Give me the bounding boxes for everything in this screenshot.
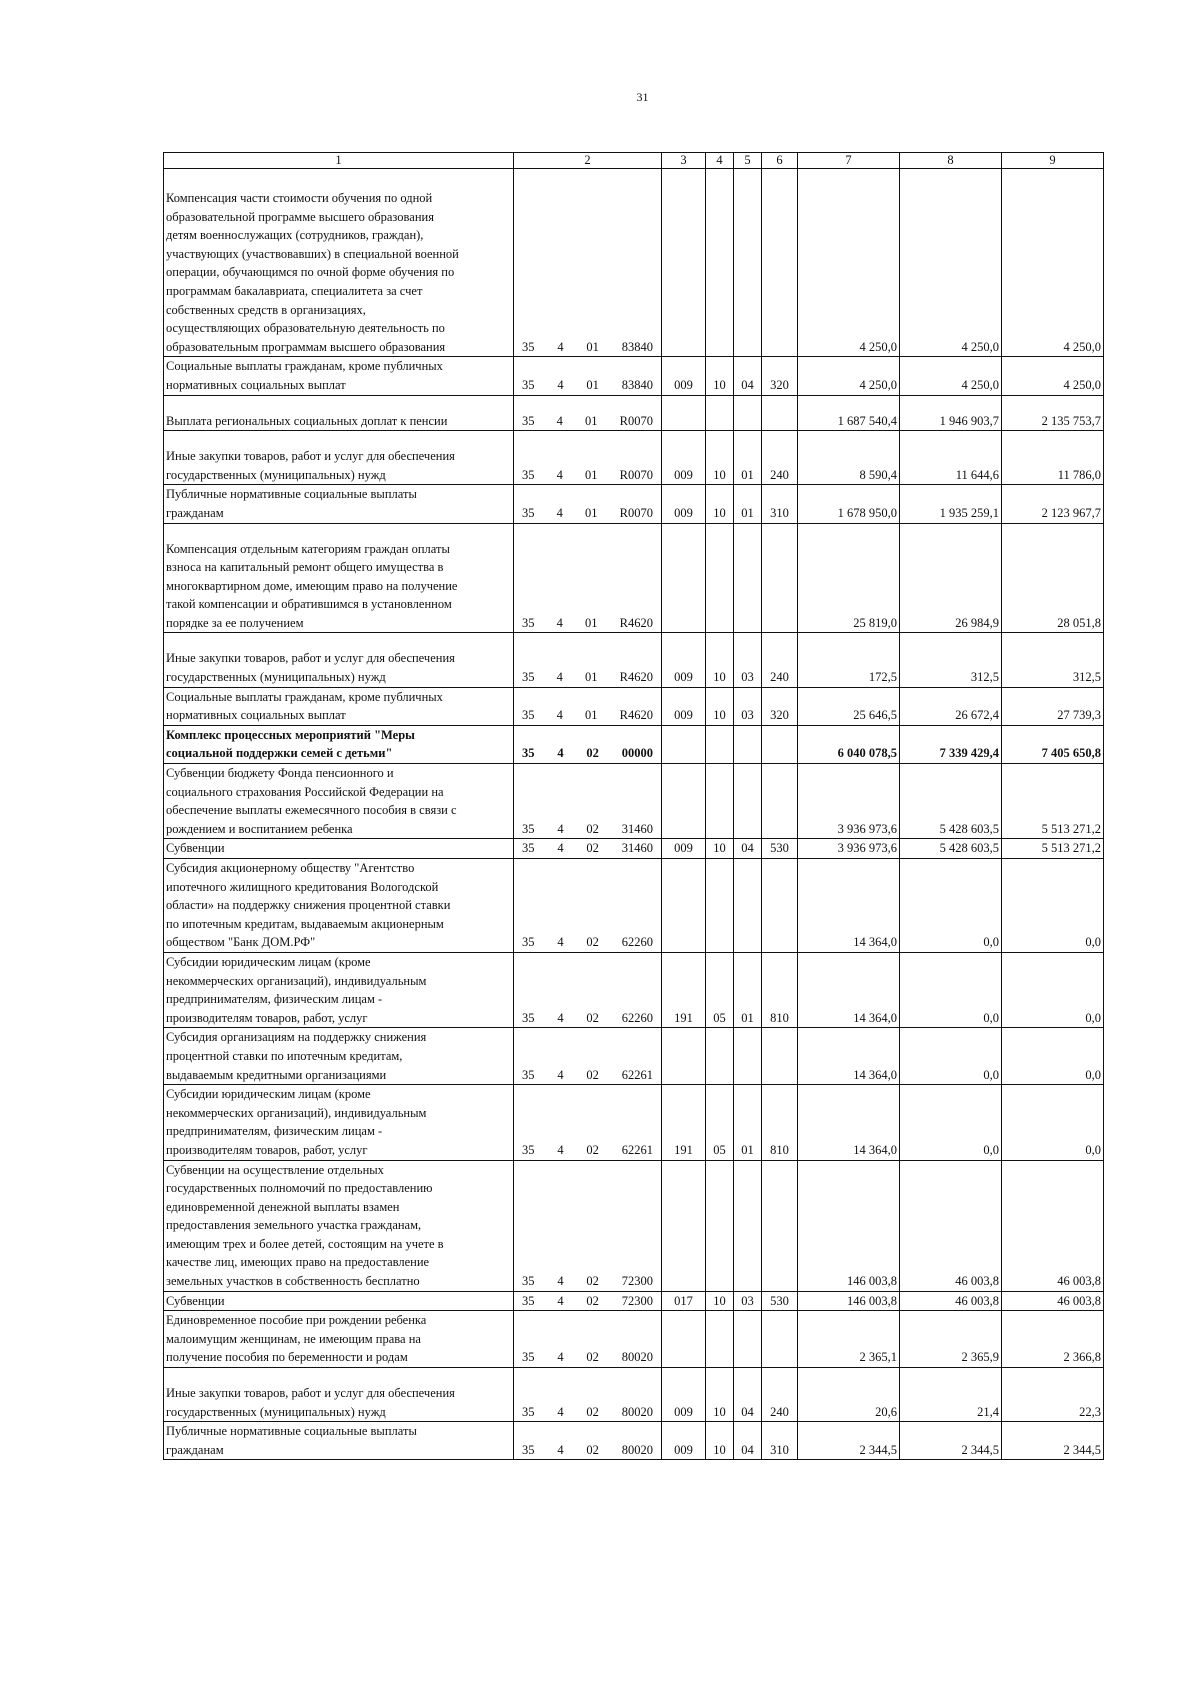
program-code — [514, 764, 662, 839]
table-row — [164, 859, 1104, 953]
col-3-code — [662, 859, 706, 953]
row-description: Субвенции — [164, 1291, 514, 1311]
code-part-p2: 4 — [557, 1010, 564, 1025]
code-part-p3: 02 — [586, 841, 599, 856]
code-part-p2: 4 — [557, 339, 564, 354]
code-part-p1: 35 — [522, 670, 535, 685]
col-3-code: 191 — [662, 952, 706, 1027]
code-part-p4: 62261 — [621, 1142, 653, 1157]
code-part-p2: 4 — [557, 1067, 564, 1082]
col-5-subsection: 03 — [734, 687, 762, 725]
program-code — [514, 357, 662, 395]
budget-table — [163, 152, 1104, 1460]
amount-col-7: 25 646,5 — [798, 687, 900, 725]
col-5-subsection: 04 — [734, 357, 762, 395]
col-5-subsection: 01 — [734, 1085, 762, 1160]
amount-col-7: 6 040 078,5 — [798, 725, 900, 763]
row-description: Субсидия организациям на поддержку снижения процентной ставки по ипотечным кредитам, выдаваемым кредитными организациями — [164, 1028, 514, 1085]
code-part-p2: 4 — [556, 708, 563, 723]
amount-col-8: 0,0 — [900, 1028, 1002, 1085]
code-part-p4: 62260 — [621, 1010, 653, 1025]
col-5-subsection — [734, 725, 762, 763]
col-4-section — [706, 1160, 734, 1291]
code-part-p2: 4 — [557, 1404, 564, 1419]
code-part-p3: 02 — [586, 1404, 599, 1419]
amount-col-9: 46 003,8 — [1002, 1160, 1104, 1291]
code-part-p3: 02 — [586, 935, 599, 950]
header-col-4: 4 — [706, 153, 734, 169]
header-col-9: 9 — [1002, 153, 1104, 169]
col-6-type: 240 — [762, 1368, 798, 1422]
amount-col-8: 2 344,5 — [900, 1422, 1002, 1460]
col-3-code — [662, 169, 706, 357]
amount-col-7: 3 936 973,6 — [798, 839, 900, 859]
code-part-p4: 62261 — [621, 1067, 653, 1082]
amount-col-9: 5 513 271,2 — [1002, 839, 1104, 859]
table-row — [164, 839, 1104, 859]
col-6-type — [762, 523, 798, 633]
row-description: Публичные нормативные социальные выплаты гражданам — [164, 485, 514, 523]
amount-col-7: 14 364,0 — [798, 1028, 900, 1085]
amount-col-8: 26 672,4 — [900, 687, 1002, 725]
col-5-subsection — [734, 1311, 762, 1368]
code-part-p4: R0070 — [619, 467, 653, 482]
col-4-section — [706, 859, 734, 953]
program-code — [514, 431, 662, 485]
code-part-p4: 31460 — [621, 821, 653, 836]
row-description: Социальные выплаты гражданам, кроме публичных нормативных социальных выплат — [164, 687, 514, 725]
col-5-subsection — [734, 523, 762, 633]
amount-col-7: 14 364,0 — [798, 859, 900, 953]
col-6-type — [762, 725, 798, 763]
col-4-section: 10 — [706, 633, 734, 687]
table-row — [164, 725, 1104, 763]
table-row — [164, 357, 1104, 395]
amount-col-7: 146 003,8 — [798, 1160, 900, 1291]
code-part-p2: 4 — [556, 505, 563, 520]
amount-col-7: 4 250,0 — [798, 169, 900, 357]
col-5-subsection: 04 — [734, 839, 762, 859]
col-4-section — [706, 1028, 734, 1085]
amount-col-9: 312,5 — [1002, 633, 1104, 687]
col-6-type — [762, 395, 798, 431]
header-col-3: 3 — [662, 153, 706, 169]
col-6-type: 320 — [762, 357, 798, 395]
code-part-p3: 02 — [586, 1350, 599, 1365]
code-part-p1: 35 — [522, 841, 535, 856]
amount-col-8: 0,0 — [900, 952, 1002, 1027]
code-part-p2: 4 — [557, 1350, 564, 1365]
amount-col-8: 0,0 — [900, 1085, 1002, 1160]
program-code — [514, 169, 662, 357]
program-code — [514, 687, 662, 725]
table-row — [164, 764, 1104, 839]
code-part-p4: R4620 — [619, 708, 653, 723]
amount-col-7: 1 687 540,4 — [798, 395, 900, 431]
col-6-type — [762, 1028, 798, 1085]
col-5-subsection — [734, 1160, 762, 1291]
table-row — [164, 633, 1104, 687]
header-col-7: 7 — [798, 153, 900, 169]
amount-col-8: 21,4 — [900, 1368, 1002, 1422]
code-part-p3: 02 — [586, 1142, 599, 1157]
amount-col-8: 5 428 603,5 — [900, 764, 1002, 839]
table-row — [164, 952, 1104, 1027]
amount-col-8: 26 984,9 — [900, 523, 1002, 633]
col-6-type — [762, 764, 798, 839]
col-3-code — [662, 523, 706, 633]
col-4-section: 10 — [706, 485, 734, 523]
row-description: Иные закупки товаров, работ и услуг для обеспечения государственных (муниципальных) нужд — [164, 431, 514, 485]
col-5-subsection — [734, 169, 762, 357]
table-row — [164, 1085, 1104, 1160]
program-code — [514, 1160, 662, 1291]
row-description: Компенсация части стоимости обучения по одной образовательной программе высшего образования детям военнослужащих (сотрудников, граждан), участвующих (участвовавших) в специальной военной операции, обучающимся по очной форме обучения по программам бакалавриата, специалитета за счет собственных средств в организациях, осуществляющих образовательную деятельность по образовательным программам высшего образования — [164, 169, 514, 357]
program-code — [514, 1291, 662, 1311]
program-code — [514, 1422, 662, 1460]
code-part-p1: 35 — [522, 467, 535, 482]
amount-col-9: 2 123 967,7 — [1002, 485, 1104, 523]
code-part-p1: 35 — [522, 1010, 535, 1025]
code-part-p1: 35 — [522, 1274, 535, 1289]
col-4-section: 05 — [706, 1085, 734, 1160]
table-row — [164, 1028, 1104, 1085]
header-col-6: 6 — [762, 153, 798, 169]
amount-col-8: 1 935 259,1 — [900, 485, 1002, 523]
code-part-p4: R4620 — [619, 670, 653, 685]
col-4-section: 10 — [706, 1368, 734, 1422]
row-description: Единовременное пособие при рождении ребенка малоимущим женщинам, не имеющим права на получение пособия по беременности и родам — [164, 1311, 514, 1368]
col-3-code — [662, 395, 706, 431]
amount-col-9: 46 003,8 — [1002, 1291, 1104, 1311]
program-code — [514, 523, 662, 633]
code-part-p1: 35 — [522, 1442, 535, 1457]
col-6-type: 310 — [762, 485, 798, 523]
col-4-section — [706, 169, 734, 357]
amount-col-9: 4 250,0 — [1002, 357, 1104, 395]
amount-col-9: 28 051,8 — [1002, 523, 1104, 633]
header-col-5: 5 — [734, 153, 762, 169]
col-6-type — [762, 859, 798, 953]
code-part-p3: 02 — [586, 1274, 599, 1289]
col-3-code: 009 — [662, 687, 706, 725]
code-part-p2: 4 — [557, 1442, 564, 1457]
amount-col-8: 4 250,0 — [900, 357, 1002, 395]
col-4-section: 10 — [706, 431, 734, 485]
amount-col-7: 1 678 950,0 — [798, 485, 900, 523]
code-part-p4: 72300 — [621, 1293, 653, 1308]
code-part-p4: 80020 — [621, 1350, 653, 1365]
code-part-p1: 35 — [522, 1067, 535, 1082]
amount-col-7: 4 250,0 — [798, 357, 900, 395]
col-5-subsection: 03 — [734, 1291, 762, 1311]
amount-col-8: 5 428 603,5 — [900, 839, 1002, 859]
amount-col-9: 2 344,5 — [1002, 1422, 1104, 1460]
amount-col-9: 7 405 650,8 — [1002, 725, 1104, 763]
row-description: Иные закупки товаров, работ и услуг для обеспечения государственных (муниципальных) нужд — [164, 633, 514, 687]
row-description: Субсидия акционерному обществу "Агентство ипотечного жилищного кредитования Вологодской области» на поддержку снижения процентной ставки по ипотечным кредитам, выдаваемым акционерным обществом "Банк ДОМ.РФ" — [164, 859, 514, 953]
code-part-p3: 01 — [586, 377, 599, 392]
table-row — [164, 523, 1104, 633]
col-5-subsection: 04 — [734, 1422, 762, 1460]
row-description: Субсидии юридическим лицам (кроме некоммерческих организаций), индивидуальным предпринимателям, физическим лицам - производителям товаров, работ, услуг — [164, 1085, 514, 1160]
header-col-1: 1 — [164, 153, 514, 169]
code-part-p2: 4 — [557, 1274, 564, 1289]
table-row — [164, 395, 1104, 431]
code-part-p4: 83840 — [621, 339, 653, 354]
col-3-code — [662, 1028, 706, 1085]
code-part-p3: 01 — [585, 708, 598, 723]
row-description: Субсидии юридическим лицам (кроме некоммерческих организаций), индивидуальным предпринимателям, физическим лицам - производителям товаров, работ, услуг — [164, 952, 514, 1027]
amount-col-7: 146 003,8 — [798, 1291, 900, 1311]
col-3-code: 009 — [662, 839, 706, 859]
col-4-section: 10 — [706, 687, 734, 725]
col-6-type: 310 — [762, 1422, 798, 1460]
amount-col-7: 2 344,5 — [798, 1422, 900, 1460]
col-4-section: 05 — [706, 952, 734, 1027]
amount-col-9: 2 135 753,7 — [1002, 395, 1104, 431]
col-4-section — [706, 764, 734, 839]
col-6-type: 530 — [762, 1291, 798, 1311]
col-5-subsection — [734, 764, 762, 839]
code-part-p1: 35 — [522, 935, 535, 950]
table-row — [164, 1291, 1104, 1311]
code-part-p2: 4 — [556, 467, 563, 482]
code-part-p1: 35 — [522, 821, 535, 836]
row-description: Компенсация отдельным категориям граждан оплаты взноса на капитальный ремонт общего имущества в многоквартирном доме, имеющим право на получение такой компенсации и обратившимся в установленном порядке за ее получением — [164, 523, 514, 633]
amount-col-9: 11 786,0 — [1002, 431, 1104, 485]
col-6-type — [762, 169, 798, 357]
code-part-p4: 80020 — [621, 1442, 653, 1457]
col-3-code: 009 — [662, 633, 706, 687]
program-code — [514, 633, 662, 687]
row-description: Социальные выплаты гражданам, кроме публичных нормативных социальных выплат — [164, 357, 514, 395]
header-col-2: 2 — [514, 153, 662, 169]
amount-col-7: 2 365,1 — [798, 1311, 900, 1368]
code-part-p4: R0070 — [619, 505, 653, 520]
code-part-p3: 01 — [585, 670, 598, 685]
col-4-section: 10 — [706, 1422, 734, 1460]
amount-col-9: 27 739,3 — [1002, 687, 1104, 725]
col-6-type: 810 — [762, 952, 798, 1027]
row-description: Комплекс процессных мероприятий "Меры социальной поддержки семей с детьми" — [164, 725, 514, 763]
table-row — [164, 1160, 1104, 1291]
code-part-p1: 35 — [522, 708, 535, 723]
program-code — [514, 1311, 662, 1368]
program-code — [514, 725, 662, 763]
table-row — [164, 687, 1104, 725]
col-3-code — [662, 764, 706, 839]
code-part-p3: 01 — [585, 467, 598, 482]
col-5-subsection: 03 — [734, 633, 762, 687]
code-part-p1: 35 — [522, 1142, 535, 1157]
program-code — [514, 952, 662, 1027]
amount-col-7: 8 590,4 — [798, 431, 900, 485]
code-part-p4: R4620 — [619, 615, 653, 630]
code-part-p4: 31460 — [621, 841, 653, 856]
code-part-p3: 02 — [586, 746, 599, 761]
col-5-subsection: 04 — [734, 1368, 762, 1422]
row-description: Иные закупки товаров, работ и услуг для обеспечения государственных (муниципальных) нужд — [164, 1368, 514, 1422]
amount-col-8: 2 365,9 — [900, 1311, 1002, 1368]
row-description: Выплата региональных социальных доплат к пенсии — [164, 395, 514, 431]
amount-col-8: 46 003,8 — [900, 1160, 1002, 1291]
amount-col-8: 46 003,8 — [900, 1291, 1002, 1311]
table-row — [164, 1311, 1104, 1368]
col-4-section — [706, 523, 734, 633]
row-description: Публичные нормативные социальные выплаты гражданам — [164, 1422, 514, 1460]
amount-col-9: 0,0 — [1002, 1085, 1104, 1160]
code-part-p3: 01 — [585, 615, 598, 630]
col-5-subsection — [734, 859, 762, 953]
program-code — [514, 395, 662, 431]
code-part-p1: 35 — [522, 1404, 535, 1419]
header-row — [164, 153, 1104, 169]
col-6-type — [762, 1311, 798, 1368]
col-3-code: 017 — [662, 1291, 706, 1311]
code-part-p2: 4 — [557, 1293, 564, 1308]
code-part-p3: 02 — [586, 1010, 599, 1025]
col-3-code — [662, 1311, 706, 1368]
code-part-p4: 83840 — [621, 377, 653, 392]
code-part-p3: 02 — [586, 1293, 599, 1308]
col-5-subsection: 01 — [734, 485, 762, 523]
code-part-p2: 4 — [557, 935, 564, 950]
code-part-p4: 62260 — [621, 935, 653, 950]
amount-col-7: 14 364,0 — [798, 952, 900, 1027]
amount-col-8: 7 339 429,4 — [900, 725, 1002, 763]
amount-col-9: 5 513 271,2 — [1002, 764, 1104, 839]
amount-col-9: 0,0 — [1002, 859, 1104, 953]
code-part-p1: 35 — [522, 746, 535, 761]
page-number: 31 — [636, 90, 649, 104]
amount-col-7: 14 364,0 — [798, 1085, 900, 1160]
col-3-code: 009 — [662, 1368, 706, 1422]
col-5-subsection — [734, 1028, 762, 1085]
amount-col-8: 4 250,0 — [900, 169, 1002, 357]
code-part-p4: 80020 — [621, 1404, 653, 1419]
amount-col-7: 172,5 — [798, 633, 900, 687]
code-part-p2: 4 — [556, 615, 563, 630]
amount-col-9: 0,0 — [1002, 1028, 1104, 1085]
code-part-p3: 02 — [586, 821, 599, 836]
col-3-code: 009 — [662, 1422, 706, 1460]
col-6-type: 240 — [762, 431, 798, 485]
program-code — [514, 1028, 662, 1085]
program-code — [514, 1368, 662, 1422]
code-part-p2: 4 — [557, 746, 564, 761]
amount-col-9: 4 250,0 — [1002, 169, 1104, 357]
header-col-8: 8 — [900, 153, 1002, 169]
code-part-p3: 01 — [585, 413, 598, 428]
code-part-p3: 01 — [585, 505, 598, 520]
col-4-section — [706, 725, 734, 763]
code-part-p2: 4 — [557, 1142, 564, 1157]
amount-col-9: 22,3 — [1002, 1368, 1104, 1422]
col-4-section: 10 — [706, 839, 734, 859]
code-part-p4: 72300 — [621, 1274, 653, 1289]
code-part-p2: 4 — [557, 377, 564, 392]
col-6-type: 530 — [762, 839, 798, 859]
amount-col-8: 11 644,6 — [900, 431, 1002, 485]
code-part-p1: 35 — [522, 1293, 535, 1308]
code-part-p2: 4 — [557, 841, 564, 856]
col-3-code: 009 — [662, 357, 706, 395]
col-4-section — [706, 1311, 734, 1368]
code-part-p1: 35 — [522, 413, 535, 428]
amount-col-9: 2 366,8 — [1002, 1311, 1104, 1368]
col-3-code — [662, 1160, 706, 1291]
code-part-p2: 4 — [556, 670, 563, 685]
amount-col-7: 25 819,0 — [798, 523, 900, 633]
col-5-subsection: 01 — [734, 952, 762, 1027]
col-4-section: 10 — [706, 357, 734, 395]
program-code — [514, 1085, 662, 1160]
program-code — [514, 485, 662, 523]
code-part-p2: 4 — [556, 413, 563, 428]
code-part-p1: 35 — [522, 615, 535, 630]
col-5-subsection — [734, 395, 762, 431]
col-3-code: 009 — [662, 431, 706, 485]
row-description: Субвенции — [164, 839, 514, 859]
col-6-type: 240 — [762, 633, 798, 687]
col-4-section — [706, 395, 734, 431]
amount-col-8: 0,0 — [900, 859, 1002, 953]
amount-col-8: 1 946 903,7 — [900, 395, 1002, 431]
code-part-p3: 01 — [586, 339, 599, 354]
code-part-p3: 02 — [586, 1442, 599, 1457]
program-code — [514, 839, 662, 859]
code-part-p3: 02 — [586, 1067, 599, 1082]
program-code — [514, 859, 662, 953]
amount-col-7: 20,6 — [798, 1368, 900, 1422]
col-6-type — [762, 1160, 798, 1291]
code-part-p1: 35 — [522, 377, 535, 392]
amount-col-9: 0,0 — [1002, 952, 1104, 1027]
col-3-code — [662, 725, 706, 763]
col-3-code: 009 — [662, 485, 706, 523]
row-description: Субвенции бюджету Фонда пенсионного и социального страхования Российской Федерации на обеспечение выплаты ежемесячного пособия в связи с рождением и воспитанием ребенка — [164, 764, 514, 839]
code-part-p4: R0070 — [619, 413, 653, 428]
table-row — [164, 1368, 1104, 1422]
col-3-code: 191 — [662, 1085, 706, 1160]
col-4-section: 10 — [706, 1291, 734, 1311]
code-part-p4: 00000 — [621, 746, 653, 761]
amount-col-8: 312,5 — [900, 633, 1002, 687]
table-row — [164, 169, 1104, 357]
table-row — [164, 1422, 1104, 1460]
col-5-subsection: 01 — [734, 431, 762, 485]
amount-col-7: 3 936 973,6 — [798, 764, 900, 839]
code-part-p2: 4 — [557, 821, 564, 836]
row-description: Субвенции на осуществление отдельных государственных полномочий по предоставлению единовременной денежной выплаты взамен предоставления земельного участка гражданам, имеющим трех и более детей, состоящим на учете в качестве лиц, имеющих право на предоставление земельных участков в собственность бесплатно — [164, 1160, 514, 1291]
code-part-p1: 35 — [522, 339, 535, 354]
col-6-type: 810 — [762, 1085, 798, 1160]
table-body — [164, 169, 1104, 1460]
table-row — [164, 431, 1104, 485]
code-part-p1: 35 — [522, 1350, 535, 1365]
code-part-p1: 35 — [522, 505, 535, 520]
col-6-type: 320 — [762, 687, 798, 725]
table-row — [164, 485, 1104, 523]
